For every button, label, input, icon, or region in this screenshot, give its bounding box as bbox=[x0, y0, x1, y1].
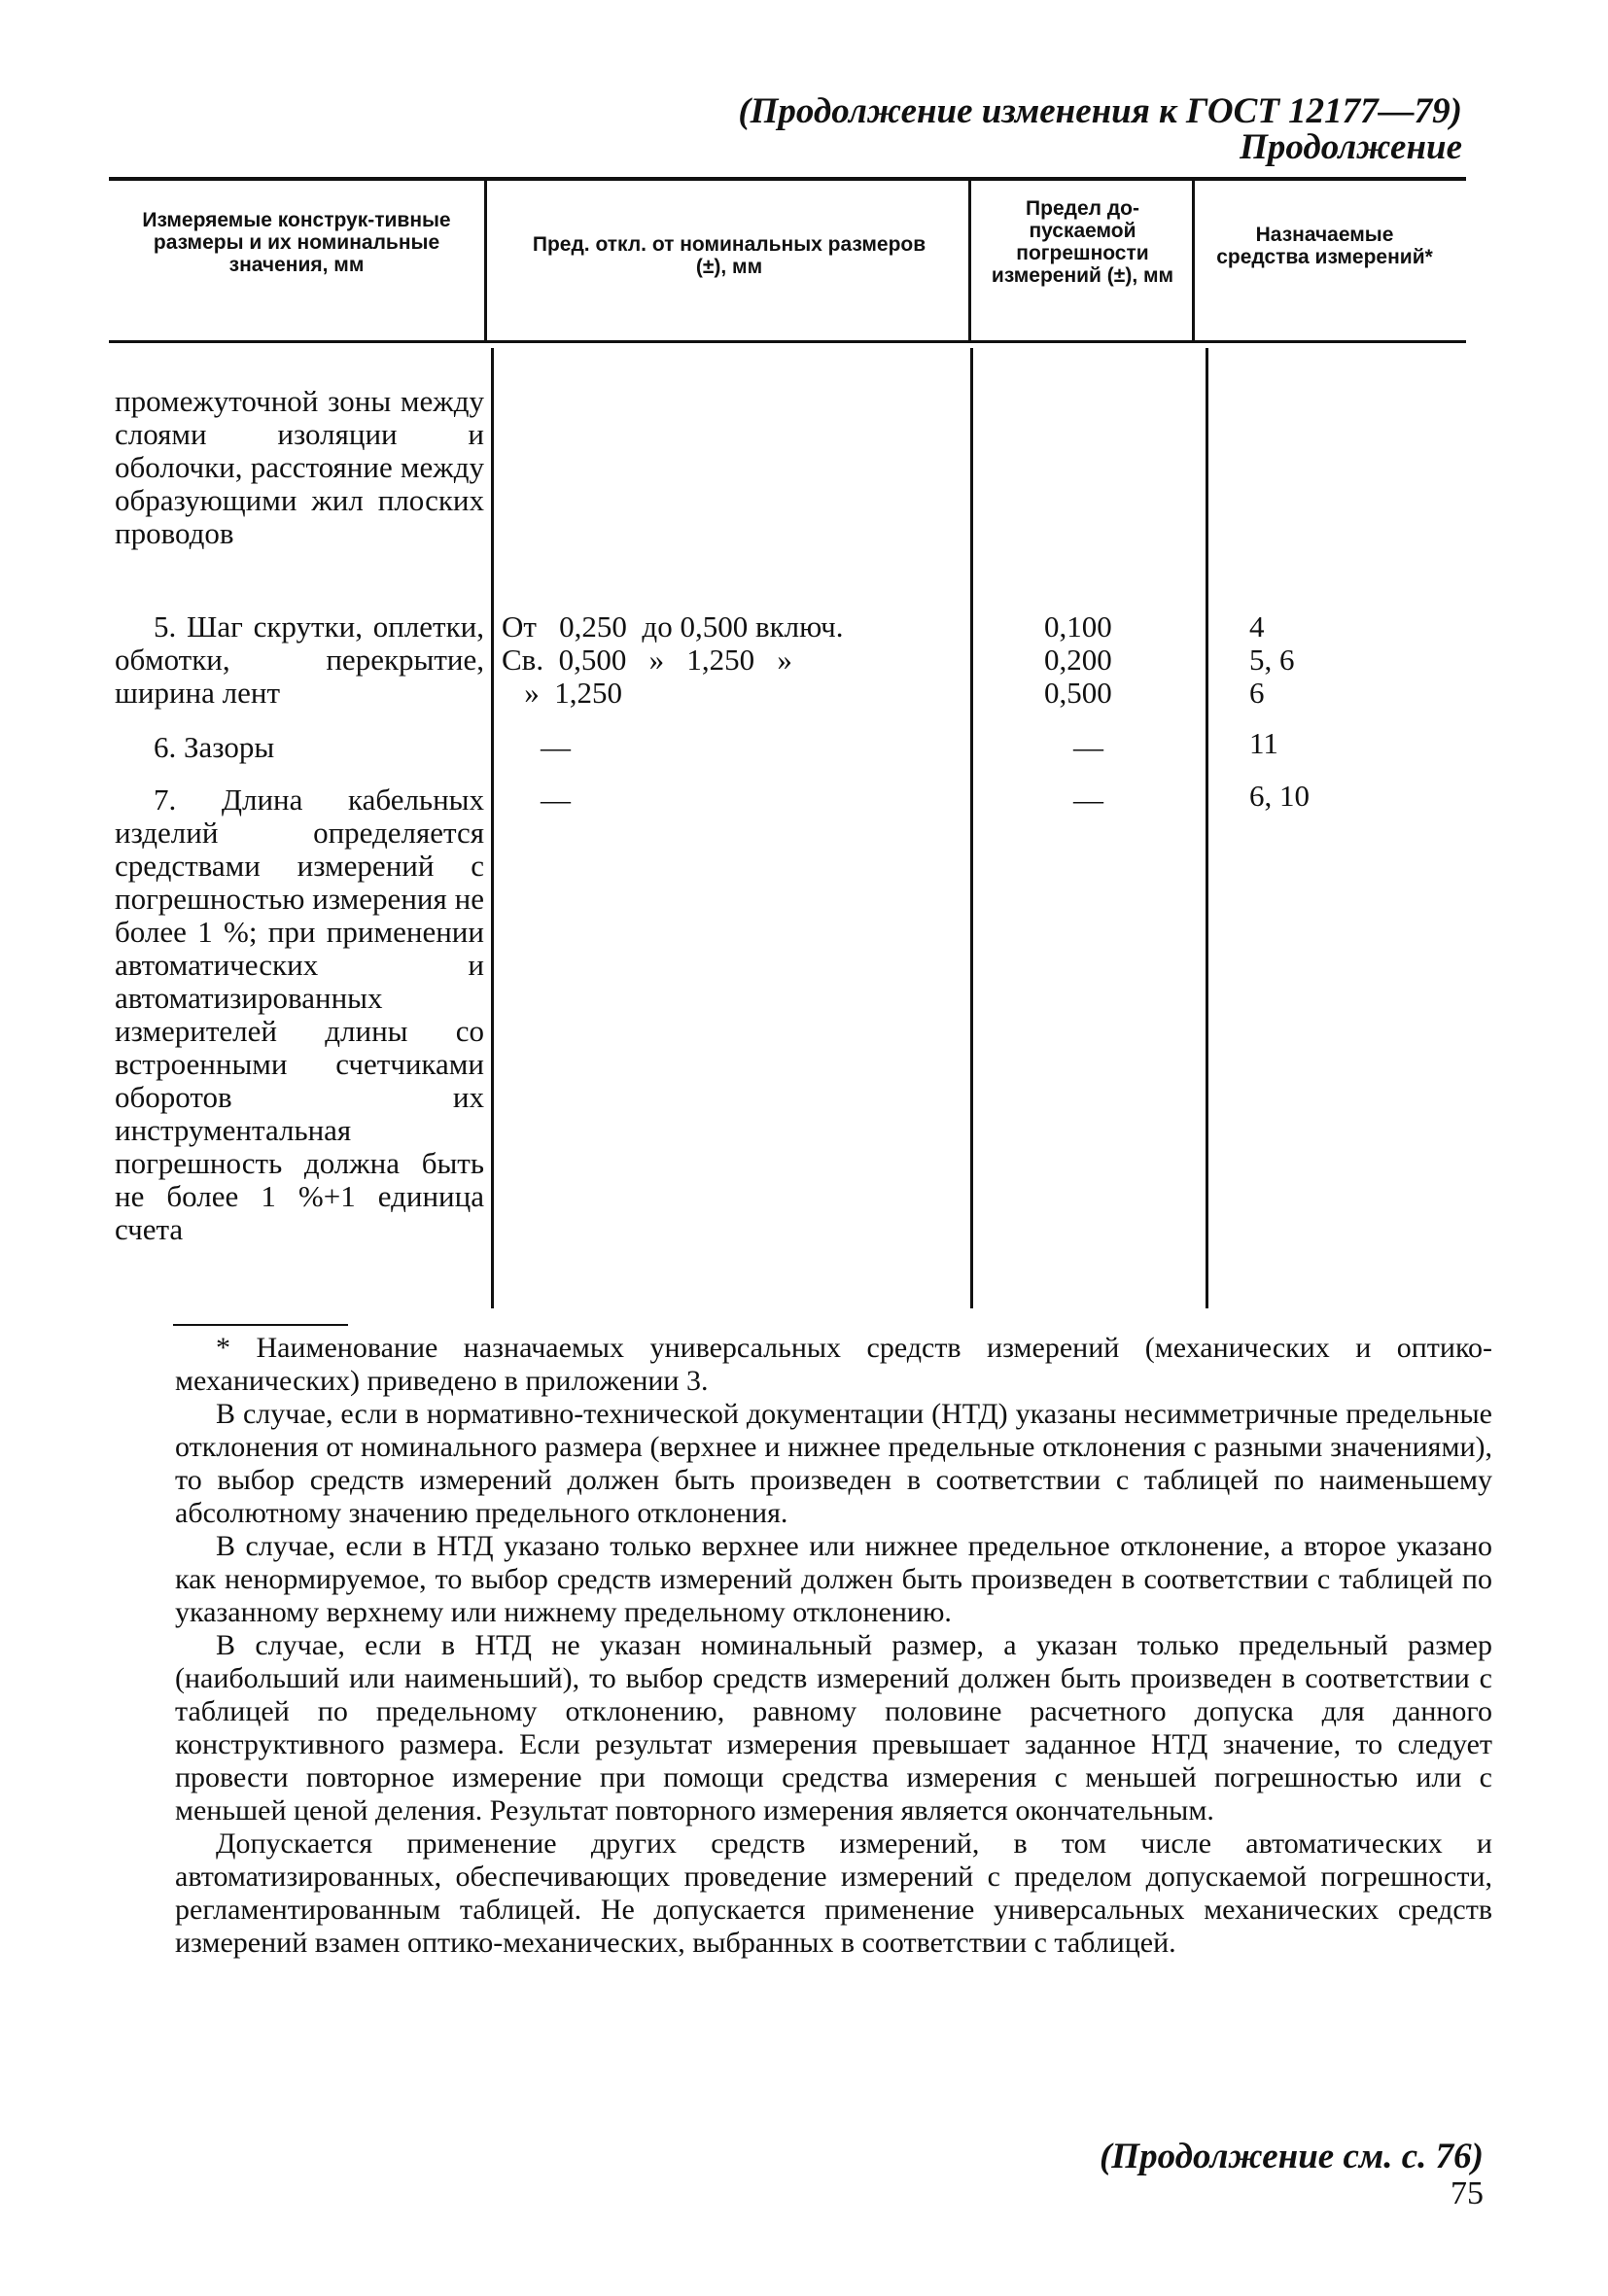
continuation-header: (Продолжение изменения к ГОСТ 12177—79) bbox=[738, 91, 1462, 131]
table-row-size: промежуточной зоны между слоями изоляции и оболочки, расстояние между образующими жил плоских проводов bbox=[115, 384, 484, 550]
table-top-rule bbox=[109, 177, 1466, 181]
table-row-measuring-means: 6 bbox=[1249, 676, 1265, 710]
table-header-bottom-rule bbox=[109, 340, 1466, 343]
table-row-size: 6. Зазоры bbox=[154, 730, 275, 764]
continuation-footer: (Продолжение см. с. 76) bbox=[1099, 2137, 1484, 2176]
table-row-error-limit: 0,100 bbox=[1044, 609, 1112, 644]
column-header-measuring-means: Назначаемые средства измерений* bbox=[1216, 224, 1433, 268]
page-number: 75 bbox=[1451, 2175, 1484, 2211]
table-row-error-limit: 0,200 bbox=[1044, 643, 1112, 677]
table-row-measuring-means: 5, 6 bbox=[1249, 643, 1295, 677]
table-row-deviation: Св. 0,500 » 1,250 » bbox=[502, 643, 792, 677]
text-paragraph: В случае, если в НТД указано только верхнее или нижнее предельное отклонение, а второе указано как ненормируемое, то выбор средств измерений должен быть произведен в соответствии с таблицей по указанному верхнему или нижнему предельному отклонению. bbox=[175, 1530, 1492, 1628]
table-row-deviation: — bbox=[541, 730, 571, 764]
table-row-deviation: От 0,250 до 0,500 включ. bbox=[502, 609, 844, 644]
table-row-size: 7. Длина кабельных изделий определяется средствами измерений с погрешностью измерения не более 1 %; при применении автоматических и автоматизированных измерителей длины со встроенными счетчиками оборотов их инструментальная погрешность должна быть не более 1 %+1 единица счета bbox=[115, 783, 484, 1246]
table-row-error-limit: 0,500 bbox=[1044, 676, 1112, 710]
table-row-error-limit: — bbox=[1073, 730, 1103, 764]
body-col-divider-3 bbox=[1206, 348, 1208, 1308]
table-continuation-label: Продолжение bbox=[1240, 127, 1462, 167]
text-body bbox=[175, 1332, 1492, 1960]
header-col-divider-1 bbox=[484, 181, 487, 340]
table-row-measuring-means: 6, 10 bbox=[1249, 779, 1310, 813]
footnote-separator bbox=[173, 1324, 348, 1326]
body-col-divider-2 bbox=[970, 348, 973, 1308]
column-header-deviation: Пред. откл. от номинальных размеров (±), мм bbox=[532, 233, 926, 278]
column-header-error-limit: Предел до-пускаемой погрешности измерений (±), мм bbox=[991, 197, 1174, 287]
text-paragraph: Допускается применение других средств измерений, в том числе автоматических и автоматизированных, обеспечивающих проведение измерений с пределом допускаемой погрешности, регламентированным таблицей. Не допускается применение универсальных механических средств измерений взамен оптико-механических, выбранных в соответствии с таблицей. bbox=[175, 1827, 1492, 1959]
table-row-error-limit: — bbox=[1073, 783, 1103, 817]
table-row-size: 5. Шаг скрутки, оплетки, обмотки, перекрытие, ширина лент bbox=[115, 609, 484, 710]
footnote-paragraph: * Наименование назначаемых универсальных средств измерений (механических и оптико-механических) приведено в приложении 3. bbox=[175, 1332, 1492, 1397]
header-col-divider-2 bbox=[968, 181, 971, 340]
body-col-divider-1 bbox=[491, 348, 494, 1308]
header-col-divider-3 bbox=[1192, 181, 1195, 340]
column-header-sizes: Измеряемые конструк-тивные размеры и их номинальные значения, мм bbox=[142, 209, 451, 276]
table-row-deviation: — bbox=[541, 783, 571, 817]
table-row-measuring-means: 4 bbox=[1249, 609, 1265, 644]
table-row-deviation: » 1,250 bbox=[502, 676, 622, 710]
text-paragraph: В случае, если в нормативно-технической документации (НТД) указаны несимметричные предельные отклонения от номинального размера (верхнее и нижнее предельные отклонения с разными значениями), то выбор средств измерений должен быть произведен в соответствии с таблицей по наименьшему абсолютному значению предельного отклонения. bbox=[175, 1398, 1492, 1529]
text-paragraph: В случае, если в НТД не указан номинальный размер, а указан только предельный размер (наибольший или наименьший), то выбор средств измерений должен быть произведен в соответствии с таблицей по предельному отклонению, равному половине расчетного допуска для данного конструктивного размера. Если результат измерения превышает заданное НТД значение, то следует провести повторное измерение при помощи средства измерения с меньшей погрешностью или с меньшей ценой деления. Результат повторного измерения является окончательным. bbox=[175, 1629, 1492, 1826]
table-row-measuring-means: 11 bbox=[1249, 726, 1278, 760]
